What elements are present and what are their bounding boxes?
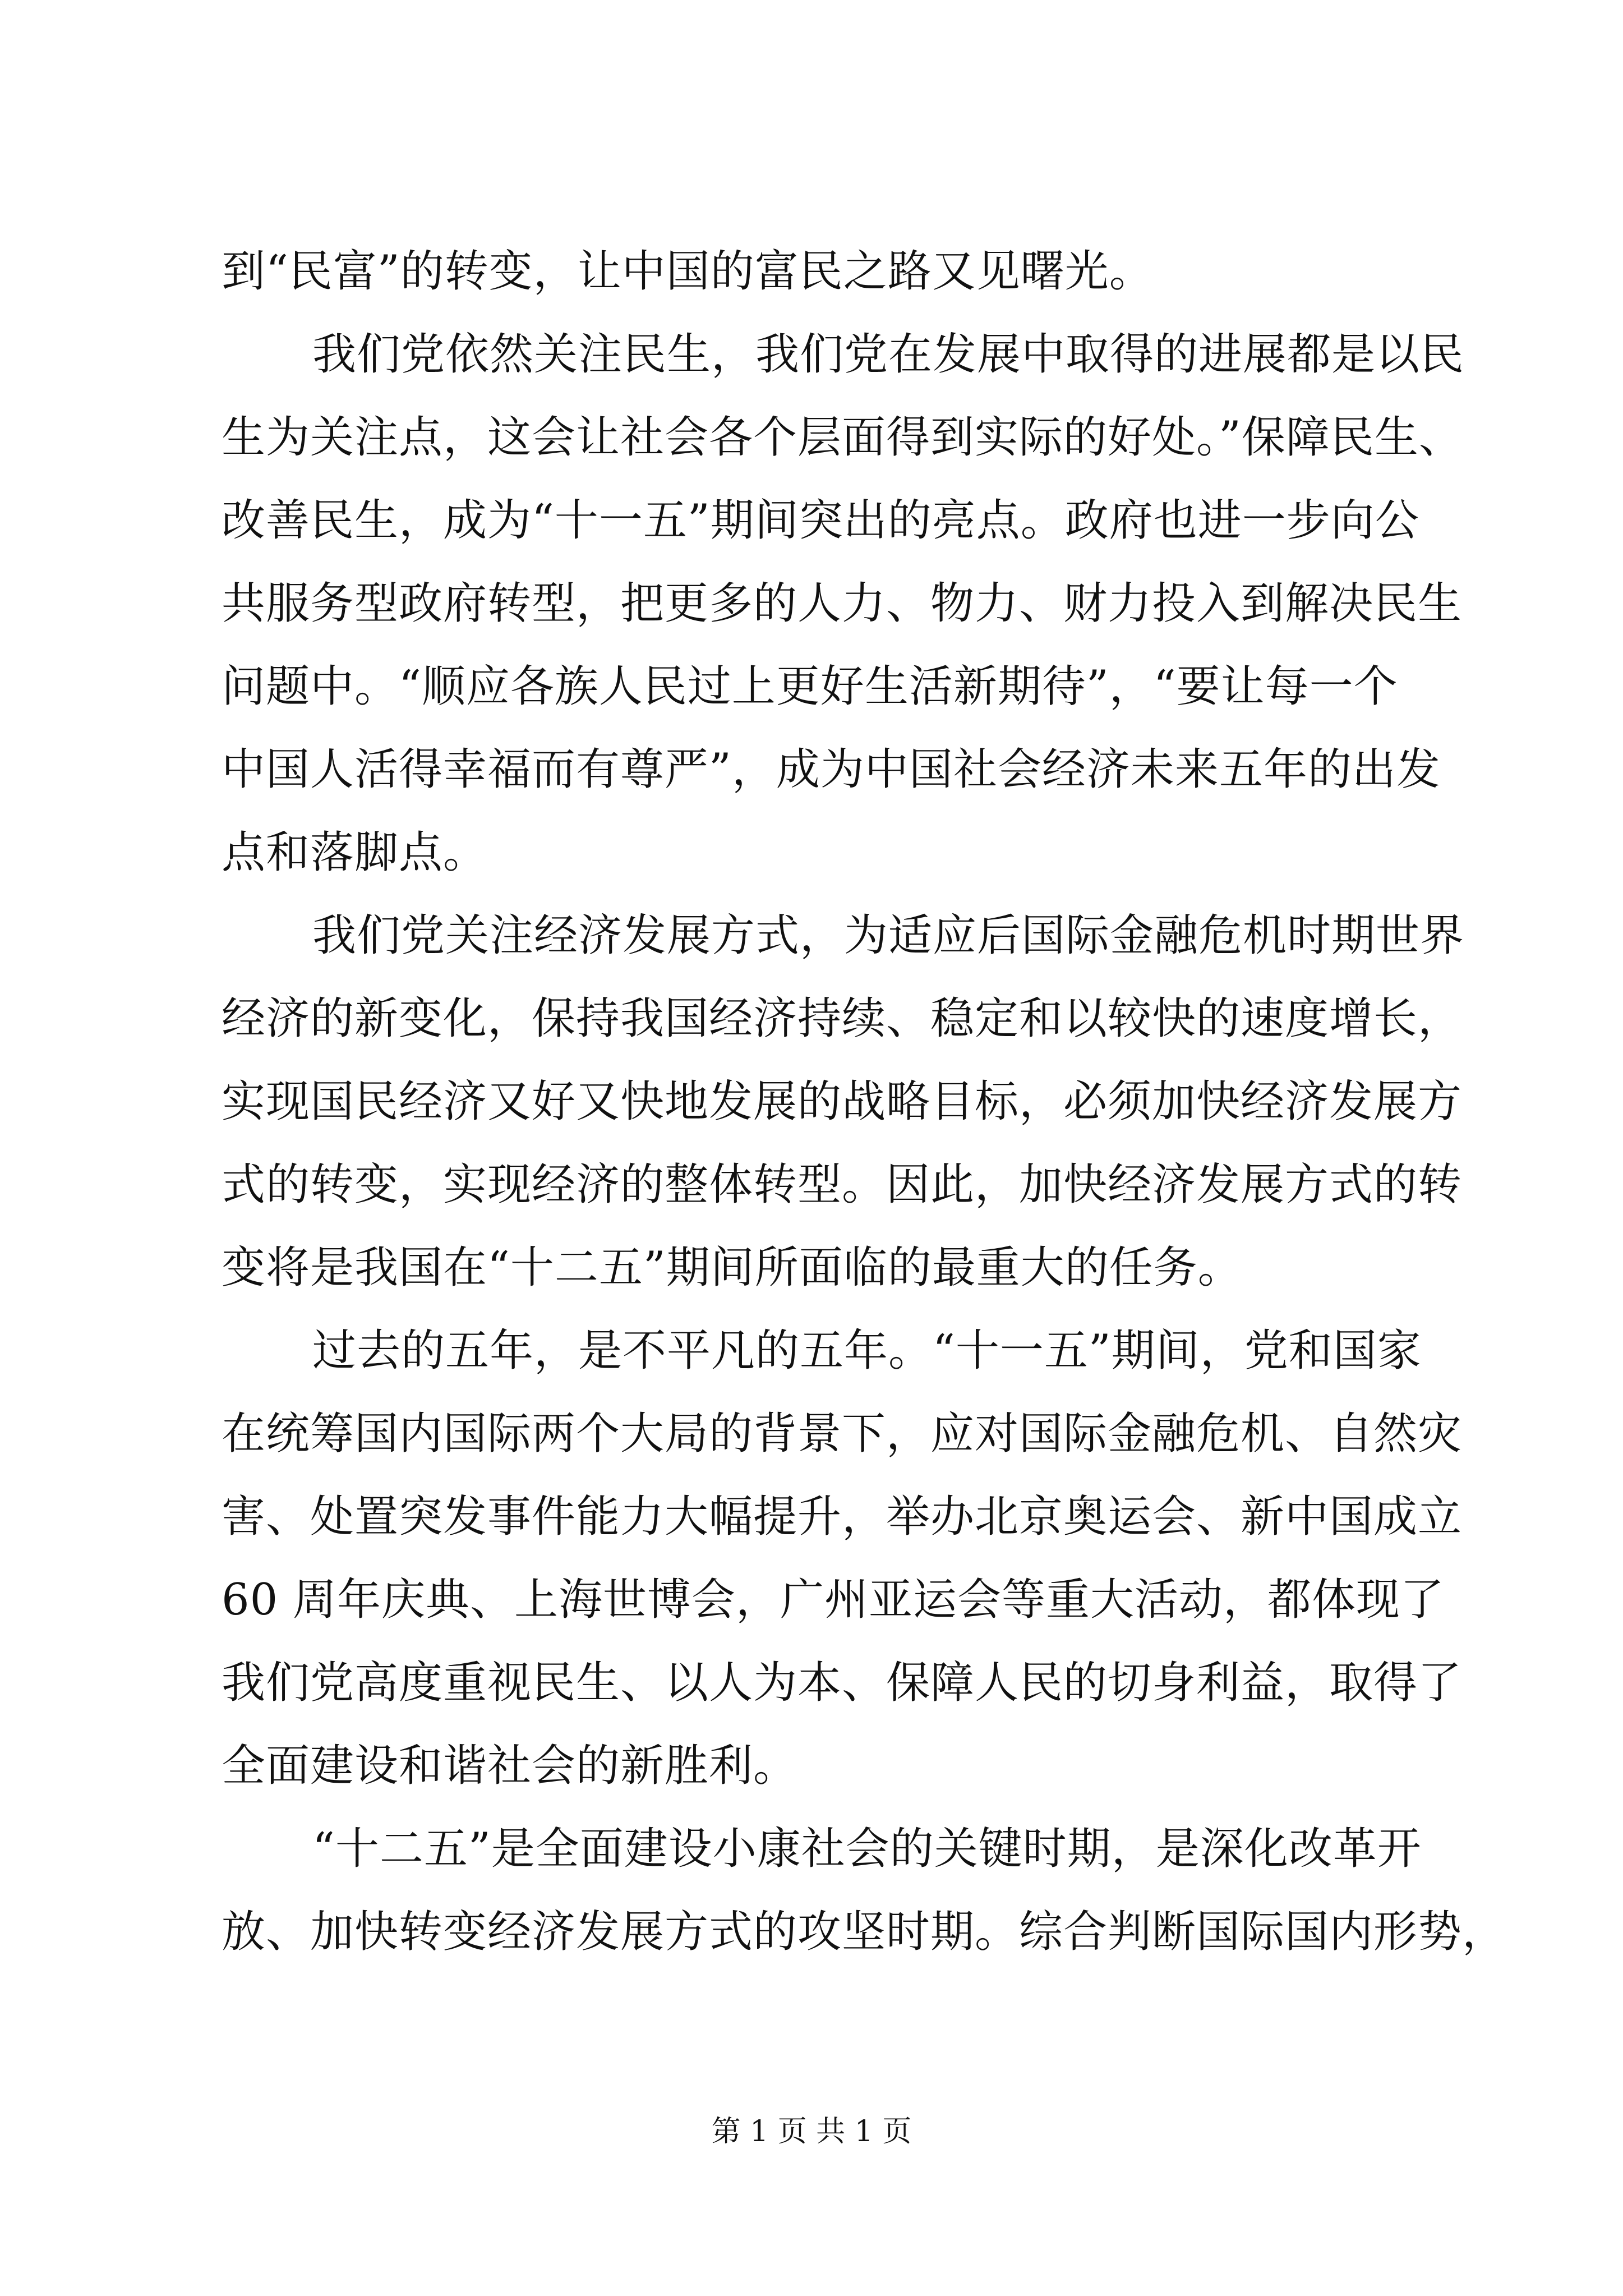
text-line: 全面建设和谐社会的新胜利。 — [222, 1741, 798, 1791]
body-text — [222, 230, 1507, 1973]
text-line: 60 周年庆典、上海世博会，广州亚运会等重大活动，都体现了 — [222, 1575, 1445, 1625]
text-line: 式的转变，实现经济的整体转型。因此，加快经济发展方式的转 — [222, 1159, 1463, 1210]
text-line: 共服务型政府转型，把更多的人力、物力、财力投入到解决民生 — [222, 578, 1463, 629]
text-line: 变将是我国在“十二五”期间所面临的最重大的任务。 — [222, 1243, 1242, 1293]
text-line: 改善民生，成为“十一五”期间突出的亮点。政府也进一步向公 — [222, 495, 1419, 546]
text-line: 问题中。“顺应各族人民过上更好生活新期待”，“要让每一个 — [222, 661, 1398, 712]
text-line: 经济的新变化，保持我国经济持续、稳定和以较快的速度增长， — [222, 993, 1463, 1044]
text-line: 生为关注点，这会让社会各个层面得到实际的好处。”保障民生、 — [222, 412, 1463, 463]
text-line: 实现国民经济又好又快地发展的战略目标，必须加快经济发展方 — [222, 1076, 1463, 1127]
paragraph-start-line: 我们党依然关注民生，我们党在发展中取得的进展都是以民 — [312, 329, 1465, 380]
text-line: 在统筹国内国际两个大局的背景下，应对国际金融危机、自然灾 — [222, 1409, 1463, 1459]
text-line: 放、加快转变经济发展方式的攻坚时期。综合判断国际国内形势， — [222, 1907, 1507, 1957]
text-line: 害、处置突发事件能力大幅提升，举办北京奥运会、新中国成立 — [222, 1492, 1463, 1542]
paragraph-start-line: 过去的五年，是不平凡的五年。“十一五”期间，党和国家 — [312, 1326, 1422, 1376]
text-line: 我们党高度重视民生、以人为本、保障人民的切身利益，取得了 — [222, 1658, 1463, 1708]
page-number-footer: 第 1 页 共 1 页 — [711, 2115, 912, 2148]
paragraph-start-line: 我们党关注经济发展方式，为适应后国际金融危机时期世界 — [312, 910, 1465, 961]
paragraph-start-line: “十二五”是全面建设小康社会的关键时期，是深化改革开 — [312, 1824, 1422, 1874]
text-line: 中国人活得幸福而有尊严”，成为中国社会经济未来五年的出发 — [222, 744, 1441, 795]
text-line: 点和落脚点。 — [222, 827, 488, 878]
text-line: 到“民富”的转变，让中国的富民之路又见曙光。 — [222, 246, 1154, 297]
